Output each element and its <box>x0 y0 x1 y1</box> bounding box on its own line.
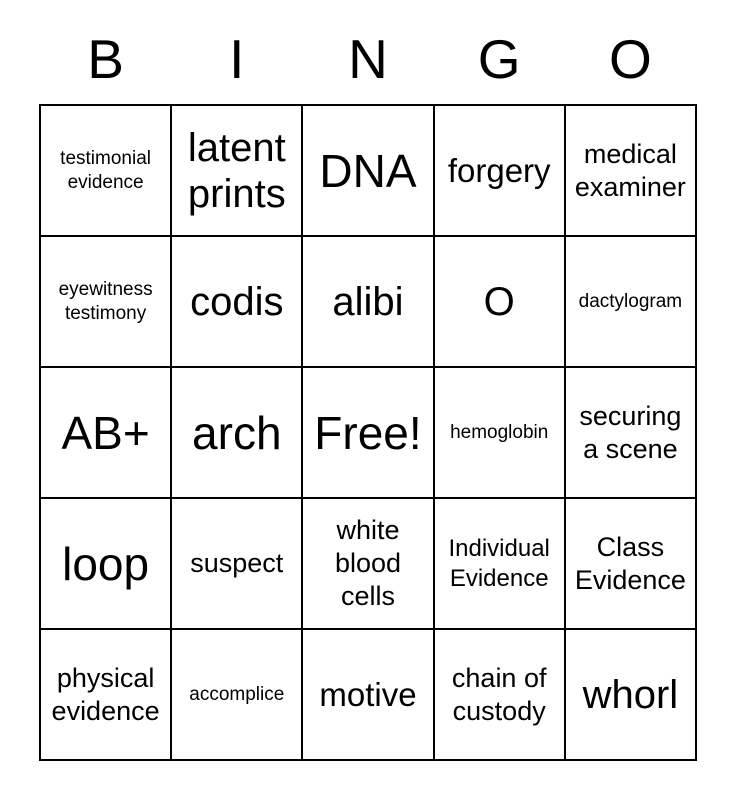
bingo-cell-label: AB+ <box>61 406 150 459</box>
bingo-header-letter-o: O <box>609 28 652 90</box>
bingo-cell[interactable] <box>172 106 303 237</box>
bingo-cell-label: DNA <box>319 144 417 197</box>
bingo-cell-label: codis <box>190 279 284 324</box>
bingo-header-letter-i: I <box>229 28 245 90</box>
bingo-header-letter-g: G <box>477 28 521 90</box>
bingo-header-letter-n: N <box>348 28 388 90</box>
bingo-cell-label: securing a scene <box>579 400 682 464</box>
bingo-cell[interactable] <box>41 237 172 368</box>
bingo-cell-label: dactylogram <box>578 290 683 312</box>
bingo-cell-label: O <box>483 279 515 324</box>
bingo-cell-label: motive <box>319 676 417 713</box>
bingo-grid <box>39 104 697 761</box>
bingo-cell[interactable] <box>435 499 566 630</box>
bingo-cell[interactable] <box>172 368 303 499</box>
bingo-cell[interactable] <box>172 630 303 761</box>
bingo-header <box>40 28 696 90</box>
bingo-cell[interactable] <box>435 106 566 237</box>
bingo-cell-label: testimonial evidence <box>60 147 151 193</box>
bingo-cell-label: Class Evidence <box>574 531 686 595</box>
bingo-cell-label: medical examiner <box>574 138 686 202</box>
bingo-header-letter-b: B <box>87 28 124 90</box>
bingo-cell[interactable] <box>566 368 697 499</box>
bingo-cell[interactable] <box>435 237 566 368</box>
bingo-cell[interactable] <box>566 106 697 237</box>
bingo-cell-label: whorl <box>582 672 679 717</box>
bingo-cell-label: chain of custody <box>451 662 547 726</box>
bingo-cell-label: accomplice <box>189 683 285 705</box>
bingo-cell[interactable] <box>303 630 434 761</box>
bingo-cell-label: Free! <box>314 406 422 459</box>
bingo-cell[interactable] <box>435 630 566 761</box>
bingo-cell-label: forgery <box>447 152 551 189</box>
bingo-cell-label: white blood cells <box>334 515 402 611</box>
bingo-cell[interactable] <box>172 499 303 630</box>
bingo-cell[interactable] <box>566 237 697 368</box>
bingo-cell[interactable] <box>41 106 172 237</box>
bingo-cell-label: alibi <box>332 279 404 324</box>
bingo-cell-label: eyewitness testimony <box>58 278 153 324</box>
bingo-cell-label: latent prints <box>187 125 286 216</box>
bingo-cell-label: Individual Evidence <box>448 534 550 592</box>
bingo-cell[interactable] <box>303 499 434 630</box>
bingo-cell[interactable] <box>566 630 697 761</box>
bingo-cell-free[interactable] <box>303 368 434 499</box>
bingo-cell[interactable] <box>41 368 172 499</box>
bingo-cell[interactable] <box>435 368 566 499</box>
bingo-cell[interactable] <box>172 237 303 368</box>
bingo-cell-label: hemoglobin <box>450 421 549 443</box>
bingo-cell[interactable] <box>41 630 172 761</box>
bingo-cell[interactable] <box>303 106 434 237</box>
bingo-cell-label: suspect <box>190 548 284 578</box>
bingo-cell-label: physical evidence <box>51 662 160 726</box>
bingo-cell[interactable] <box>566 499 697 630</box>
bingo-cell-label: arch <box>192 406 282 459</box>
bingo-cell-label: loop <box>62 537 150 590</box>
bingo-cell[interactable] <box>41 499 172 630</box>
bingo-cell[interactable] <box>303 237 434 368</box>
